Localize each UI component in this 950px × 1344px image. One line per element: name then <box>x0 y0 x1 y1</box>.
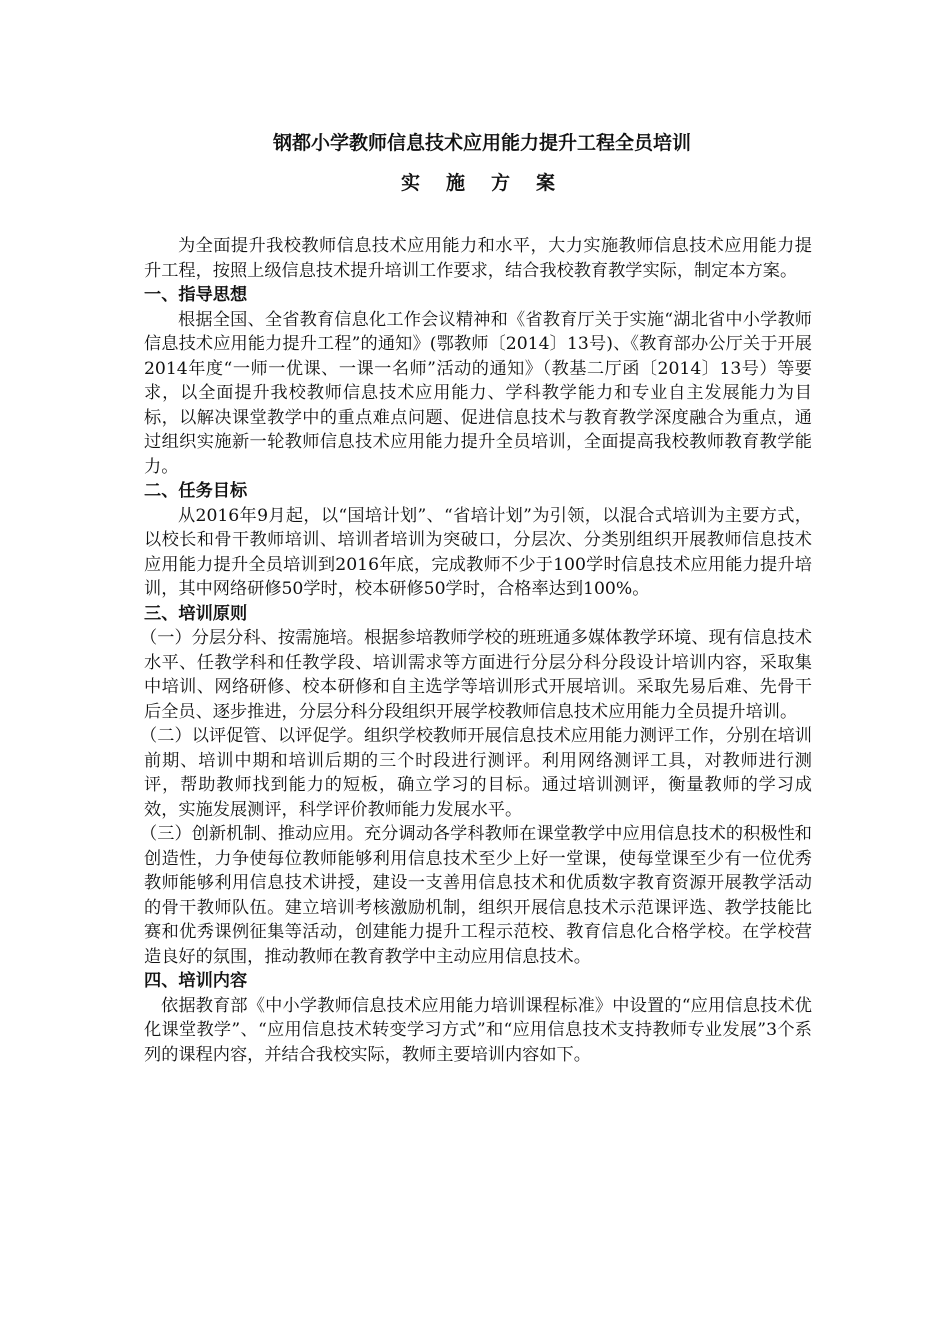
document-page <box>140 128 812 1067</box>
section-heading-task-goals: 二、任务目标 <box>144 481 248 501</box>
principle-item-1: （一）分层分科、按需施培。根据参培教师学校的班班通多媒体教学环境、现有信息技术水平、任教学科和任教学段、培训需求等方面进行分层分科分段设计培训内容，采取集中培训、网络研修、校本研修和自主选学等培训形式开展培训。采取先易后难、先骨干后全员、逐步推进，分层分科分段组织开展学校教师信息技术应用能力全员提升培训。 <box>140 628 812 722</box>
principle-item-2: （二）以评促管、以评促学。组织学校教师开展信息技术应用能力测评工作，分别在培训前期、培训中期和培训后期的三个时段进行测评。利用网络测评工具，对教师进行测评，帮助教师找到能力的短板，确立学习的目标。通过培训测评，衡量教师的学习成效，实施发展测评，科学评价教师能力发展水平。 <box>140 726 812 820</box>
section-heading-guiding-ideology: 一、指导思想 <box>144 285 248 305</box>
document-title: 钢都小学教师信息技术应用能力提升工程全员培训 <box>272 132 691 154</box>
document-subtitle: 实施方案 <box>400 172 581 194</box>
section-paragraph-training-content: 依据教育部《中小学教师信息技术应用能力培训课程标准》中设置的“应用信息技术优化课堂教学”、“应用信息技术转变学习方式”和“应用信息技术支持教师专业发展”3个系列的课程内容，并结合我校实际，教师主要培训内容如下。 <box>144 995 812 1065</box>
principle-item-3: （三）创新机制、推动应用。充分调动各学科教师在课堂教学中应用信息技术的积极性和创造性，力争使每位教师能够利用信息技术至少上好一堂课，使每堂课至少有一位优秀教师能够利用信息技术讲授，建设一支善用信息技术和优质数字教育资源开展教学活动的骨干教师队伍。建立培训考核激励机制，组织开展信息技术示范课评选、教学技能比赛和优秀课例征集等活动，创建能力提升工程示范校、教育信息化合格学校。在学校营造良好的氛围，推动教师在教育教学中主动应用信息技术。 <box>140 824 812 967</box>
section-heading-training-principles: 三、培训原则 <box>144 603 248 624</box>
section-heading-training-content: 四、培训内容 <box>144 971 248 991</box>
intro-paragraph: 为全面提升我校教师信息技术应用能力和水平，大力实施教师信息技术应用能力提升工程，按照上级信息技术提升培训工作要求，结合我校教育教学实际，制定本方案。 <box>144 236 812 281</box>
section-paragraph-guiding-ideology: 根据全国、全省教育信息化工作会议精神和《省教育厅关于实施“湖北省中小学教师信息技术应用能力提升工程”的通知》(鄂教师〔2014〕13号)、《教育部办公厅关于开展2014年度“一师一优课、一课一名师”活动的通知》（教基二厅函〔2014〕13号）等要求，以全面提升我校教师信息技术应用能力、学科教学能力和专业自主发展能力为目标，以解决课堂教学中的重点难点问题、促进信息技术与教育教学深度融合为重点，通过组织实施新一轮教师信息技术应用能力提升全员培训，全面提高我校教师教育教学能力。 <box>144 309 812 477</box>
document-body <box>140 234 812 1067</box>
section-paragraph-task-goals: 从2016年9月起，以“国培计划”、“省培计划”为引领，以混合式培训为主要方式，以校长和骨干教师培训、培训者培训为突破口，分层次、分类别组织开展教师信息技术应用能力提升全员培训到2016年底，完成教师不少于100学时信息技术应用能力提升培训，其中网络研修50学时，校本研修50学时，合格率达到100%。 <box>144 505 812 599</box>
